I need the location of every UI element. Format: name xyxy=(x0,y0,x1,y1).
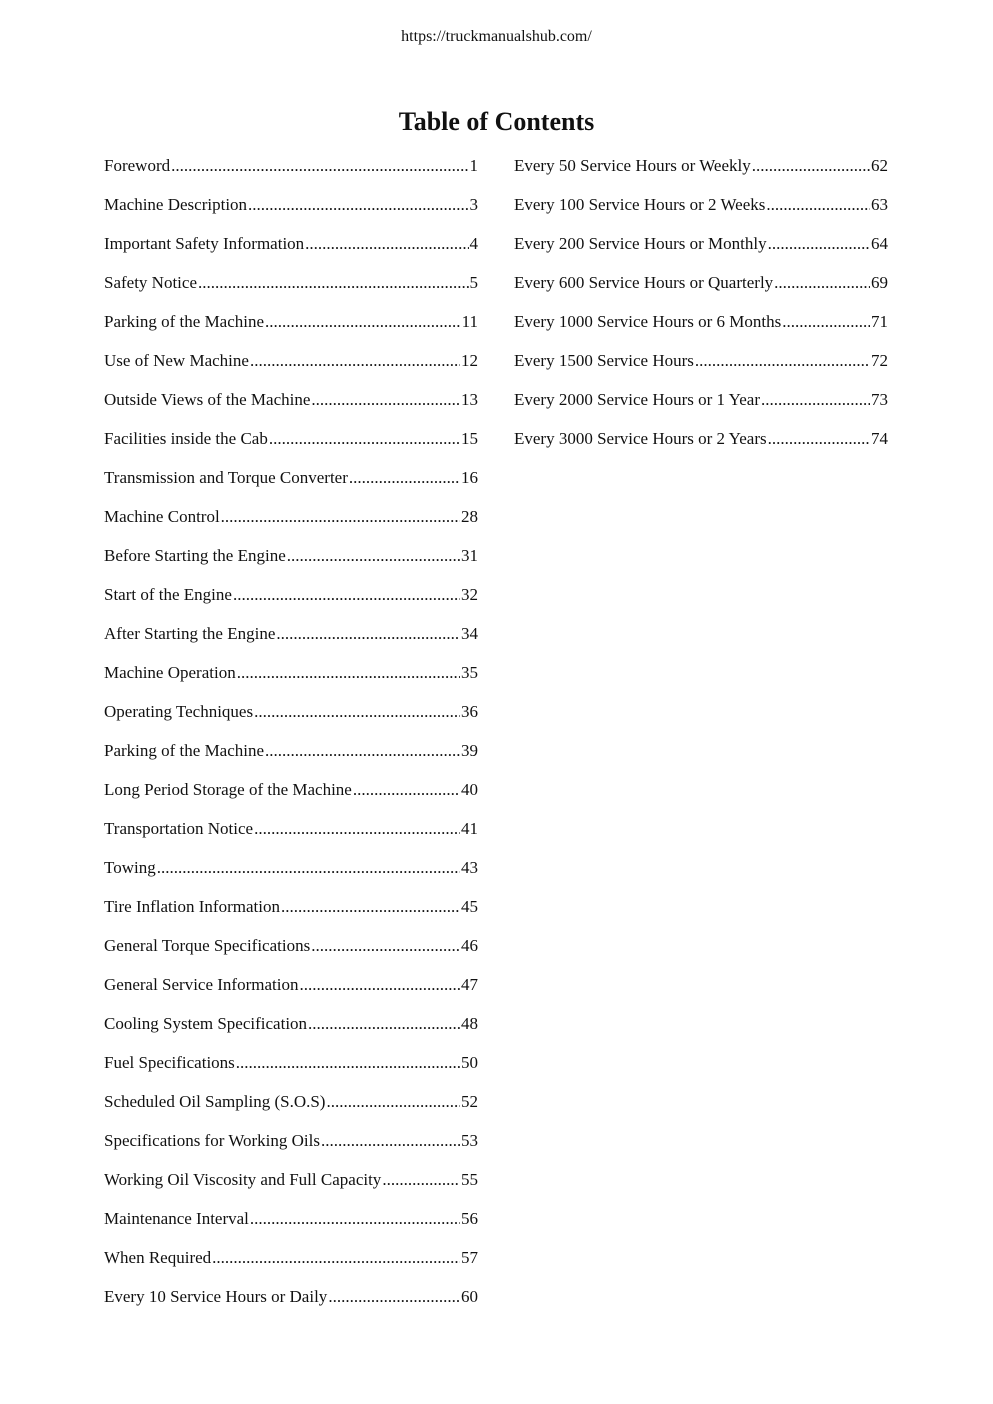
toc-entry[interactable] xyxy=(104,193,478,232)
toc-left-column xyxy=(104,154,478,1324)
toc-right-column xyxy=(514,154,888,466)
toc-entry-page-number: 73 xyxy=(871,390,888,409)
toc-entry[interactable] xyxy=(104,817,478,856)
toc-entry[interactable] xyxy=(104,622,478,661)
toc-entry-page-number: 55 xyxy=(461,1170,478,1189)
toc-entry-page-number: 40 xyxy=(461,780,478,799)
dot-leader xyxy=(254,700,460,724)
dot-leader xyxy=(248,193,468,217)
toc-entry-page-number: 15 xyxy=(461,429,478,448)
dot-leader xyxy=(326,1090,460,1114)
toc-entry-title: Before Starting the Engine xyxy=(104,546,286,565)
toc-entry-title: Machine Description xyxy=(104,195,248,214)
toc-entry-page-number: 1 xyxy=(469,156,478,175)
toc-entry-title: Transportation Notice xyxy=(104,819,254,838)
toc-entry[interactable] xyxy=(104,778,478,817)
toc-entry[interactable] xyxy=(104,1051,478,1090)
toc-entry[interactable] xyxy=(104,934,478,973)
toc-entry-title: Foreword xyxy=(104,156,171,175)
toc-entry-title: Every 100 Service Hours or 2 Weeks xyxy=(514,195,766,214)
toc-entry[interactable] xyxy=(514,310,888,349)
toc-entry-page-number: 50 xyxy=(461,1053,478,1072)
toc-entry-title: Towing xyxy=(104,858,156,877)
toc-entry[interactable] xyxy=(514,271,888,310)
toc-entry[interactable] xyxy=(514,193,888,232)
toc-entry[interactable] xyxy=(104,310,478,349)
dot-leader xyxy=(768,232,870,256)
toc-entry-page-number: 4 xyxy=(469,234,478,253)
toc-entry-title: Specifications for Working Oils xyxy=(104,1131,320,1150)
toc-entry-title: Fuel Specifications xyxy=(104,1053,235,1072)
dot-leader xyxy=(774,271,870,295)
dot-leader xyxy=(328,1285,460,1309)
toc-entry[interactable] xyxy=(514,388,888,427)
toc-entry-title: Parking of the Machine xyxy=(104,312,265,331)
toc-entry-page-number: 35 xyxy=(461,663,478,682)
toc-entry[interactable] xyxy=(104,388,478,427)
toc-entry-page-number: 31 xyxy=(461,546,478,565)
toc-entry-page-number: 3 xyxy=(469,195,478,214)
toc-entry[interactable] xyxy=(104,661,478,700)
toc-entry-title: Important Safety Information xyxy=(104,234,305,253)
dot-leader xyxy=(766,193,870,217)
dot-leader xyxy=(349,466,460,490)
dot-leader xyxy=(311,934,460,958)
toc-entry-title: Outside Views of the Machine xyxy=(104,390,311,409)
toc-entry-page-number: 39 xyxy=(461,741,478,760)
toc-entry-title: Cooling System Specification xyxy=(104,1014,308,1033)
toc-entry[interactable] xyxy=(104,1246,478,1285)
toc-entry-page-number: 56 xyxy=(461,1209,478,1228)
dot-leader xyxy=(171,154,468,178)
dot-leader xyxy=(212,1246,460,1270)
dot-leader xyxy=(353,778,460,802)
dot-leader xyxy=(382,1168,460,1192)
toc-entry-title: After Starting the Engine xyxy=(104,624,276,643)
toc-entry-title: Tire Inflation Information xyxy=(104,897,280,916)
toc-entry-page-number: 46 xyxy=(461,936,478,955)
toc-entry-title: Maintenance Interval xyxy=(104,1209,249,1228)
toc-entry[interactable] xyxy=(104,505,478,544)
toc-entry-page-number: 32 xyxy=(461,585,478,604)
toc-entry[interactable] xyxy=(104,1129,478,1168)
toc-entry-page-number: 71 xyxy=(871,312,888,331)
toc-entry-title: Every 1500 Service Hours xyxy=(514,351,694,370)
toc-entry-title: Every 2000 Service Hours or 1 Year xyxy=(514,390,760,409)
toc-entry[interactable] xyxy=(514,427,888,466)
toc-entry[interactable] xyxy=(104,154,478,193)
dot-leader xyxy=(752,154,870,178)
toc-entry-title: Every 600 Service Hours or Quarterly xyxy=(514,273,774,292)
dot-leader xyxy=(269,427,460,451)
toc-entry-title: Every 3000 Service Hours or 2 Years xyxy=(514,429,767,448)
toc-entry-page-number: 48 xyxy=(461,1014,478,1033)
toc-entry-page-number: 57 xyxy=(461,1248,478,1267)
toc-entry-title: Machine Operation xyxy=(104,663,236,682)
dot-leader xyxy=(221,505,460,529)
toc-entry[interactable] xyxy=(104,232,478,271)
toc-entry-page-number: 52 xyxy=(461,1092,478,1111)
toc-entry[interactable] xyxy=(104,856,478,895)
toc-entry[interactable] xyxy=(104,466,478,505)
toc-entry-title: Use of New Machine xyxy=(104,351,249,370)
toc-entry-title: Working Oil Viscosity and Full Capacity xyxy=(104,1170,382,1189)
toc-entry-title: Safety Notice xyxy=(104,273,197,292)
toc-entry-title: Operating Techniques xyxy=(104,702,254,721)
toc-entry-page-number: 62 xyxy=(871,156,888,175)
dot-leader xyxy=(254,817,460,841)
dot-leader xyxy=(276,622,460,646)
dot-leader xyxy=(265,310,461,334)
toc-entry[interactable] xyxy=(104,739,478,778)
toc-entry-page-number: 63 xyxy=(871,195,888,214)
toc-entry[interactable] xyxy=(104,349,478,388)
dot-leader xyxy=(281,895,460,919)
dot-leader xyxy=(287,544,460,568)
toc-entry[interactable] xyxy=(104,700,478,739)
toc-entry-title: General Torque Specifications xyxy=(104,936,311,955)
dot-leader xyxy=(265,739,460,763)
toc-entry[interactable] xyxy=(514,232,888,271)
dot-leader xyxy=(237,661,460,685)
toc-entry-page-number: 11 xyxy=(461,312,478,331)
toc-entry-title: When Required xyxy=(104,1248,212,1267)
toc-entry-title: Every 10 Service Hours or Daily xyxy=(104,1287,328,1306)
toc-entry[interactable] xyxy=(104,1090,478,1129)
toc-entry-title: Scheduled Oil Sampling (S.O.S) xyxy=(104,1092,326,1111)
toc-entry-page-number: 43 xyxy=(461,858,478,877)
dot-leader xyxy=(782,310,870,334)
toc-entry-page-number: 28 xyxy=(461,507,478,526)
dot-leader xyxy=(157,856,460,880)
toc-entry[interactable] xyxy=(514,154,888,193)
page-title: Table of Contents xyxy=(398,107,595,136)
toc-entry-title: Long Period Storage of the Machine xyxy=(104,780,352,799)
dot-leader xyxy=(308,1012,460,1036)
dot-leader xyxy=(305,232,468,256)
dot-leader xyxy=(236,1051,460,1075)
toc-entry-title: Every 1000 Service Hours or 6 Months xyxy=(514,312,782,331)
dot-leader xyxy=(233,583,460,607)
toc-entry-title: Every 50 Service Hours or Weekly xyxy=(514,156,751,175)
toc-entry-title: Transmission and Torque Converter xyxy=(104,468,348,487)
toc-entry-title: Machine Control xyxy=(104,507,220,526)
dot-leader xyxy=(198,271,469,295)
toc-entry[interactable] xyxy=(104,1285,478,1324)
toc-entry[interactable] xyxy=(104,973,478,1012)
toc-entry-title: Every 200 Service Hours or Monthly xyxy=(514,234,767,253)
dot-leader xyxy=(695,349,870,373)
dot-leader xyxy=(321,1129,460,1153)
dot-leader xyxy=(768,427,870,451)
toc-entry[interactable] xyxy=(104,1207,478,1246)
toc-entry-page-number: 60 xyxy=(461,1287,478,1306)
toc-entry-page-number: 64 xyxy=(871,234,888,253)
toc-entry-page-number: 36 xyxy=(461,702,478,721)
toc-entry-page-number: 69 xyxy=(871,273,888,292)
toc-entry-page-number: 5 xyxy=(469,273,478,292)
dot-leader xyxy=(311,388,460,412)
toc-entry-page-number: 16 xyxy=(461,468,478,487)
header-url: https://truckmanualshub.com/ xyxy=(401,28,592,45)
toc-entry-page-number: 74 xyxy=(871,429,888,448)
toc-entry-page-number: 13 xyxy=(461,390,478,409)
dot-leader xyxy=(299,973,460,997)
toc-entry-title: Parking of the Machine xyxy=(104,741,265,760)
toc-entry-page-number: 72 xyxy=(871,351,888,370)
toc-entry-page-number: 53 xyxy=(461,1131,478,1150)
toc-entry[interactable] xyxy=(104,1012,478,1051)
toc-entry[interactable] xyxy=(514,349,888,388)
dot-leader xyxy=(250,349,460,373)
toc-entry[interactable] xyxy=(104,271,478,310)
toc-entry[interactable] xyxy=(104,1168,478,1207)
toc-entry-page-number: 34 xyxy=(461,624,478,643)
toc-entry-page-number: 41 xyxy=(461,819,478,838)
toc-entry[interactable] xyxy=(104,427,478,466)
dot-leader xyxy=(761,388,870,412)
dot-leader xyxy=(250,1207,460,1231)
toc-entry[interactable] xyxy=(104,544,478,583)
toc-entry[interactable] xyxy=(104,895,478,934)
toc-entry-page-number: 45 xyxy=(461,897,478,916)
toc-entry-title: General Service Information xyxy=(104,975,299,994)
toc-entry-title: Start of the Engine xyxy=(104,585,232,604)
toc-entry-title: Facilities inside the Cab xyxy=(104,429,268,448)
toc-entry-page-number: 12 xyxy=(461,351,478,370)
toc-entry-page-number: 47 xyxy=(461,975,478,994)
toc-entry[interactable] xyxy=(104,583,478,622)
